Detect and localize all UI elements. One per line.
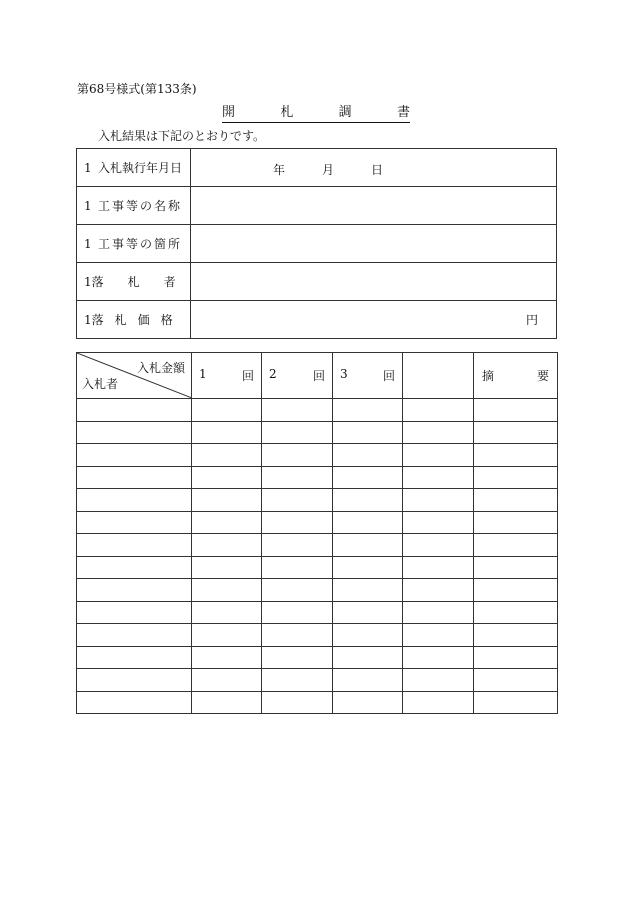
round-unit: 回 <box>312 369 325 383</box>
date-field[interactable] <box>191 149 557 187</box>
round-3-cell[interactable] <box>333 511 403 534</box>
round-3-cell[interactable] <box>333 534 403 557</box>
bidder-cell[interactable] <box>77 399 192 422</box>
bid-row <box>77 466 558 489</box>
bid-row <box>77 421 558 444</box>
remarks-header <box>474 353 558 399</box>
summary-label-number: 1 <box>84 160 92 175</box>
remarks-cell[interactable] <box>474 691 558 714</box>
remarks-cell[interactable] <box>474 669 558 692</box>
round-2-cell[interactable] <box>262 534 333 557</box>
bidder-cell[interactable] <box>77 511 192 534</box>
round-3-cell[interactable] <box>333 489 403 512</box>
bid-row <box>77 444 558 467</box>
remarks-cell[interactable] <box>474 579 558 602</box>
round-1-cell[interactable] <box>192 691 262 714</box>
round-number: 2 <box>269 367 277 381</box>
remarks-cell[interactable] <box>474 466 558 489</box>
round-3-cell[interactable] <box>333 421 403 444</box>
extra-cell[interactable] <box>403 421 474 444</box>
work-location-field[interactable] <box>191 225 557 263</box>
extra-cell[interactable] <box>403 466 474 489</box>
round-1-cell[interactable] <box>192 556 262 579</box>
round-1-cell[interactable] <box>192 669 262 692</box>
summary-label-text: 入札執行年月日 <box>97 161 182 175</box>
bid-amount-header: 入札金額 <box>136 361 185 375</box>
remarks-char: 摘 <box>482 369 495 383</box>
yen-unit: 円 <box>525 313 538 327</box>
extra-cell[interactable] <box>403 534 474 557</box>
round-3-cell[interactable] <box>333 669 403 692</box>
summary-label <box>77 263 200 301</box>
round-1-cell[interactable] <box>192 466 262 489</box>
summary-label-text: 落札価格 <box>91 313 184 327</box>
bidder-cell[interactable] <box>77 691 192 714</box>
summary-label-text: 工事等の箇所 <box>97 237 182 251</box>
summary-label <box>77 187 191 225</box>
remarks-cell[interactable] <box>474 399 558 422</box>
bids-table <box>76 352 558 714</box>
extra-cell[interactable] <box>403 444 474 467</box>
bid-row <box>77 511 558 534</box>
remarks-cell[interactable] <box>474 511 558 534</box>
summary-row-work-location <box>77 225 557 263</box>
round-unit: 回 <box>241 369 254 383</box>
summary-row-winner <box>77 263 557 301</box>
remarks-cell[interactable] <box>474 601 558 624</box>
extra-cell[interactable] <box>403 489 474 512</box>
round-2-cell[interactable] <box>262 489 333 512</box>
round-3-cell[interactable] <box>333 399 403 422</box>
round-2-cell[interactable] <box>262 646 333 669</box>
remarks-cell[interactable] <box>474 534 558 557</box>
round-2-cell[interactable] <box>262 421 333 444</box>
summary-label <box>77 149 191 187</box>
extra-cell[interactable] <box>403 669 474 692</box>
round-3-cell[interactable] <box>333 601 403 624</box>
round-2-cell[interactable] <box>262 691 333 714</box>
bidder-cell[interactable] <box>77 669 192 692</box>
summary-label <box>77 301 191 339</box>
round-2-cell[interactable] <box>262 669 333 692</box>
bidder-cell[interactable] <box>77 534 192 557</box>
bidder-cell[interactable] <box>77 646 192 669</box>
summary-label <box>77 225 191 263</box>
extra-cell[interactable] <box>403 511 474 534</box>
round-header <box>333 353 403 399</box>
bid-row <box>77 399 558 422</box>
bid-row <box>77 579 558 602</box>
summary-row-date <box>77 149 557 187</box>
round-1-cell[interactable] <box>192 624 262 647</box>
round-1-cell[interactable] <box>192 534 262 557</box>
extra-cell[interactable] <box>403 646 474 669</box>
extra-cell[interactable] <box>403 579 474 602</box>
remarks-cell[interactable] <box>474 556 558 579</box>
summary-label-number: 1 <box>84 312 92 327</box>
summary-label-number: 1 <box>84 236 92 251</box>
remarks-cell[interactable] <box>474 421 558 444</box>
round-3-cell[interactable] <box>333 444 403 467</box>
round-1-cell[interactable] <box>192 579 262 602</box>
bid-row <box>77 489 558 512</box>
round-number: 3 <box>340 367 348 381</box>
summary-table <box>76 148 557 339</box>
round-1-cell[interactable] <box>192 444 262 467</box>
title-char: 開 <box>222 105 236 120</box>
round-1-cell[interactable] <box>192 489 262 512</box>
round-header <box>262 353 333 399</box>
remarks-cell[interactable] <box>474 489 558 512</box>
round-2-cell[interactable] <box>262 511 333 534</box>
bidder-cell[interactable] <box>77 466 192 489</box>
bidder-cell[interactable] <box>77 624 192 647</box>
extra-cell[interactable] <box>403 556 474 579</box>
bid-row <box>77 624 558 647</box>
round-unit: 回 <box>382 369 395 383</box>
intro-text: 入札結果は下記のとおりです。 <box>98 129 266 143</box>
round-1-cell[interactable] <box>192 399 262 422</box>
diagonal-header-cell <box>77 353 192 399</box>
bidder-cell[interactable] <box>77 421 192 444</box>
round-3-cell[interactable] <box>333 646 403 669</box>
round-2-cell[interactable] <box>262 399 333 422</box>
round-3-cell[interactable] <box>333 579 403 602</box>
title-char: 調 <box>338 105 352 120</box>
form-number: 第68号様式(第133条) <box>77 82 197 96</box>
winner-field[interactable] <box>191 263 557 301</box>
round-2-cell[interactable] <box>262 624 333 647</box>
bidder-header: 入札者 <box>82 377 119 391</box>
summary-row-work-name <box>77 187 557 225</box>
remarks-cell[interactable] <box>474 646 558 669</box>
bidder-cell[interactable] <box>77 601 192 624</box>
extra-cell[interactable] <box>403 624 474 647</box>
round-1-cell[interactable] <box>192 646 262 669</box>
year-unit: 年 <box>273 163 286 177</box>
document-title <box>222 105 410 123</box>
round-3-cell[interactable] <box>333 556 403 579</box>
summary-label-text: 工事等の名称 <box>97 199 182 213</box>
blank-header <box>403 353 474 399</box>
round-3-cell[interactable] <box>333 466 403 489</box>
summary-label-text: 落札者 <box>91 275 200 289</box>
round-2-cell[interactable] <box>262 601 333 624</box>
round-2-cell[interactable] <box>262 466 333 489</box>
remarks-char: 要 <box>536 369 549 383</box>
round-2-cell[interactable] <box>262 444 333 467</box>
bid-row <box>77 534 558 557</box>
remarks-cell[interactable] <box>474 444 558 467</box>
extra-cell[interactable] <box>403 399 474 422</box>
round-2-cell[interactable] <box>262 556 333 579</box>
winning-price-field[interactable] <box>191 301 557 339</box>
round-2-cell[interactable] <box>262 579 333 602</box>
month-unit: 月 <box>322 163 335 177</box>
summary-label-number: 1 <box>84 198 92 213</box>
round-1-cell[interactable] <box>192 511 262 534</box>
round-number: 1 <box>199 367 207 381</box>
title-char: 書 <box>396 105 410 120</box>
bids-header-row <box>77 353 558 399</box>
round-1-cell[interactable] <box>192 601 262 624</box>
summary-row-winning-price <box>77 301 557 339</box>
bidder-cell[interactable] <box>77 579 192 602</box>
round-1-cell[interactable] <box>192 421 262 444</box>
round-header <box>192 353 262 399</box>
bid-row <box>77 646 558 669</box>
bidder-cell[interactable] <box>77 489 192 512</box>
remarks-cell[interactable] <box>474 624 558 647</box>
bidder-cell[interactable] <box>77 444 192 467</box>
title-char: 札 <box>280 105 294 120</box>
day-unit: 日 <box>371 163 384 177</box>
work-name-field[interactable] <box>191 187 557 225</box>
round-3-cell[interactable] <box>333 691 403 714</box>
bidder-cell[interactable] <box>77 556 192 579</box>
extra-cell[interactable] <box>403 601 474 624</box>
round-3-cell[interactable] <box>333 624 403 647</box>
summary-label-number: 1 <box>84 274 92 289</box>
extra-cell[interactable] <box>403 691 474 714</box>
bid-row <box>77 601 558 624</box>
bid-row <box>77 691 558 714</box>
bid-row <box>77 556 558 579</box>
bid-row <box>77 669 558 692</box>
